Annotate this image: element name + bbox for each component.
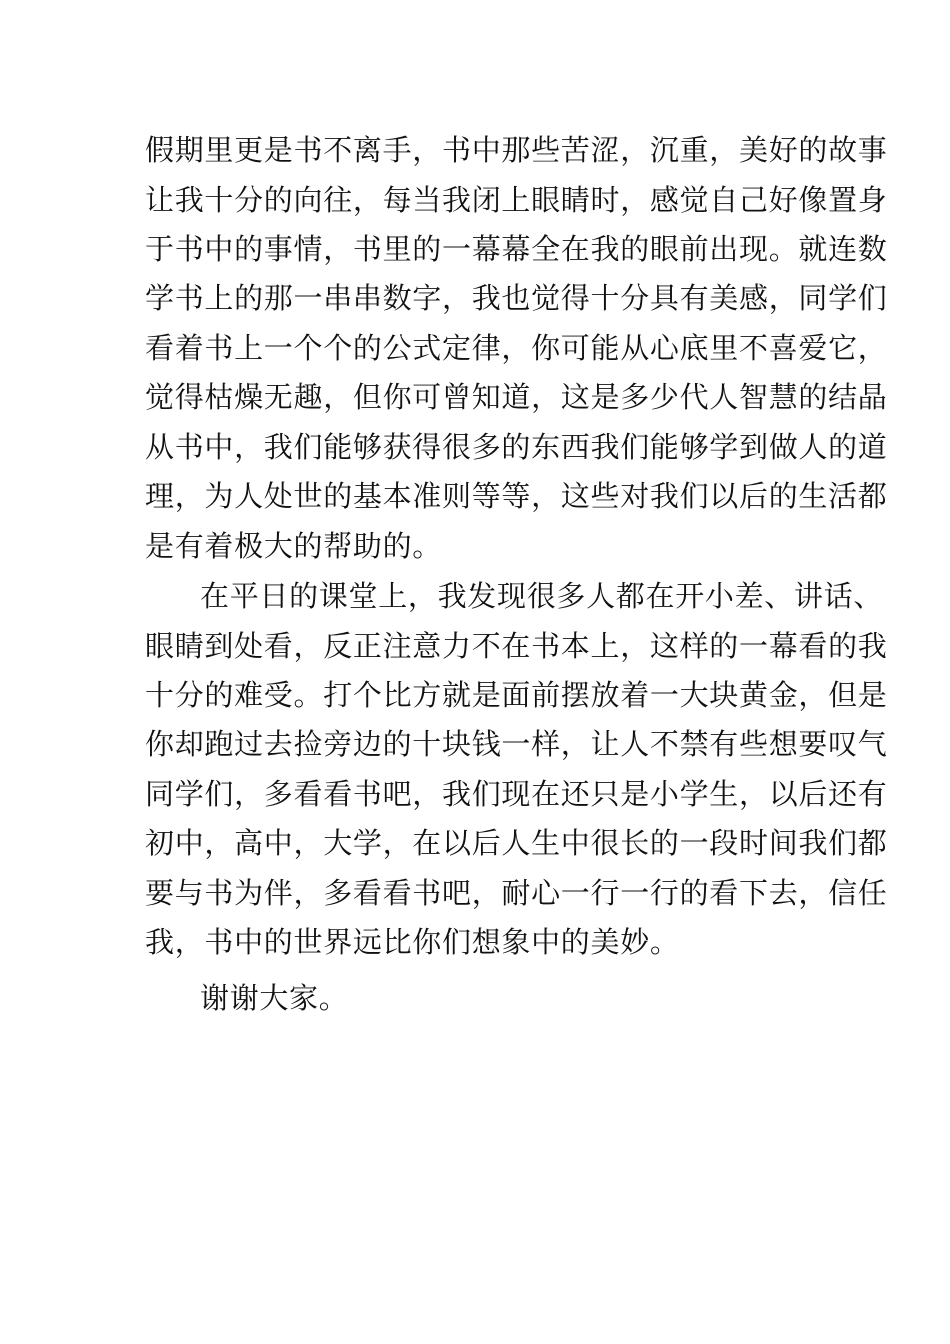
text-line: 要与书为伴，多看看书吧，耐心一行一行的看下去，信任 (145, 876, 888, 910)
text-line: 从书中，我们能够获得很多的东西我们能够学到做人的道 (145, 430, 888, 464)
text-line: 假期里更是书不离手，书中那些苦涩，沉重，美好的故事 (145, 133, 888, 167)
text-line: 看着书上一个个的公式定律，你可能从心底里不喜爱它， (145, 331, 888, 365)
text-line: 学书上的那一串串数字，我也觉得十分具有美感，同学们 (145, 281, 888, 315)
text-line: 是有着极大的帮助的。 (145, 529, 443, 563)
text-line: 十分的难受。打个比方就是面前摆放着一大块黄金，但是 (145, 678, 888, 712)
closing-line: 谢谢大家。 (200, 981, 349, 1015)
text-line: 初中，高中，大学，在以后人生中很长的一段时间我们都 (145, 826, 888, 860)
text-line: 理，为人处世的基本准则等等，这些对我们以后的生活都 (145, 479, 888, 513)
text-line: 同学们，多看看书吧，我们现在还只是小学生，以后还有 (145, 777, 888, 811)
text-line: 在平日的课堂上，我发现很多人都在开小差、讲话、 (200, 579, 884, 613)
text-line: 眼睛到处看，反正注意力不在书本上，这样的一幕看的我 (145, 629, 888, 663)
text-line: 觉得枯燥无趣，但你可曾知道，这是多少代人智慧的结晶 (145, 380, 888, 414)
text-line: 我，书中的世界远比你们想象中的美妙。 (145, 925, 680, 959)
text-line: 你却跑过去捡旁边的十块钱一样，让人不禁有些想要叹气 (145, 727, 888, 761)
text-line: 让我十分的向往，每当我闭上眼睛时，感觉自己好像置身 (145, 183, 888, 217)
text-line: 于书中的事情，书里的一幕幕全在我的眼前出现。就连数 (145, 232, 888, 266)
